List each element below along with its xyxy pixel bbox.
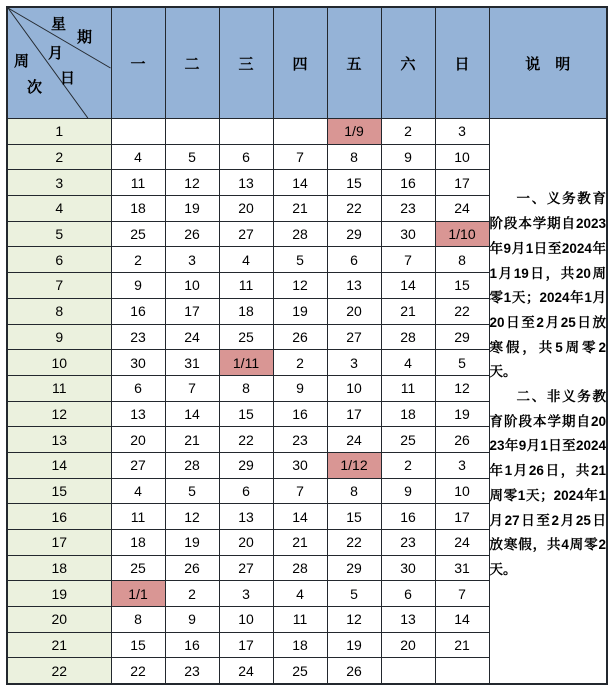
day-cell: 4 <box>381 350 435 376</box>
day-cell: 20 <box>327 298 381 324</box>
day-cell: 15 <box>327 170 381 196</box>
day-cell: 8 <box>327 478 381 504</box>
day-cell: 6 <box>111 375 165 401</box>
day-cell-month-start: 1/11 <box>219 350 273 376</box>
day-cell: 16 <box>111 298 165 324</box>
day-cell: 24 <box>219 658 273 684</box>
day-cell: 14 <box>381 273 435 299</box>
day-cell: 15 <box>327 504 381 530</box>
day-cell: 31 <box>165 350 219 376</box>
day-cell: 17 <box>435 504 489 530</box>
day-cell: 17 <box>165 298 219 324</box>
day-cell: 21 <box>273 196 327 222</box>
day-cell: 2 <box>165 581 219 607</box>
corner-label-weekday-char1: 星 <box>51 16 67 33</box>
day-cell: 11 <box>381 375 435 401</box>
corner-label-week-char1: 周 <box>14 53 30 70</box>
day-cell <box>273 119 327 145</box>
calendar-table <box>6 6 608 685</box>
day-cell: 15 <box>219 401 273 427</box>
day-cell: 2 <box>381 119 435 145</box>
day-cell: 19 <box>165 530 219 556</box>
day-cell: 25 <box>111 221 165 247</box>
calendar-body <box>7 119 607 685</box>
day-cell: 2 <box>273 350 327 376</box>
day-cell: 30 <box>381 221 435 247</box>
day-cell: 30 <box>111 350 165 376</box>
day-cell: 30 <box>381 555 435 581</box>
day-cell: 6 <box>219 478 273 504</box>
week-number-cell: 22 <box>7 658 111 684</box>
week-number-cell: 15 <box>7 478 111 504</box>
day-cell: 18 <box>111 530 165 556</box>
day-cell: 22 <box>111 658 165 684</box>
week-number-cell: 16 <box>7 504 111 530</box>
day-cell: 2 <box>111 247 165 273</box>
day-cell: 22 <box>219 427 273 453</box>
day-cell: 10 <box>327 375 381 401</box>
day-cell: 11 <box>111 504 165 530</box>
notes-cell <box>489 119 607 685</box>
day-cell: 23 <box>165 658 219 684</box>
day-cell: 29 <box>327 555 381 581</box>
day-cell: 29 <box>435 324 489 350</box>
day-cell: 17 <box>435 170 489 196</box>
week-number-cell: 1 <box>7 119 111 145</box>
day-cell: 27 <box>327 324 381 350</box>
day-cell <box>381 658 435 684</box>
weekday-header-wed: 三 <box>219 7 273 119</box>
day-cell: 6 <box>327 247 381 273</box>
day-cell: 4 <box>219 247 273 273</box>
day-cell: 29 <box>327 221 381 247</box>
corner-label-date-char2: 日 <box>60 70 76 87</box>
week-number-cell: 5 <box>7 221 111 247</box>
day-cell: 21 <box>435 632 489 658</box>
day-cell: 3 <box>165 247 219 273</box>
notes-header: 说 明 <box>489 7 607 119</box>
day-cell: 24 <box>435 196 489 222</box>
week-number-cell: 7 <box>7 273 111 299</box>
day-cell: 5 <box>435 350 489 376</box>
weekday-header-sun: 日 <box>435 7 489 119</box>
week-number-cell: 6 <box>7 247 111 273</box>
day-cell: 23 <box>111 324 165 350</box>
day-cell: 8 <box>435 247 489 273</box>
day-cell: 10 <box>435 478 489 504</box>
day-cell: 19 <box>273 298 327 324</box>
day-cell-month-start: 1/1 <box>111 581 165 607</box>
notes-text <box>490 187 607 582</box>
day-cell: 27 <box>219 221 273 247</box>
day-cell: 19 <box>327 632 381 658</box>
day-cell: 20 <box>219 530 273 556</box>
weekday-header-mon: 一 <box>111 7 165 119</box>
day-cell: 3 <box>219 581 273 607</box>
weekday-header-thu: 四 <box>273 7 327 119</box>
day-cell: 4 <box>111 144 165 170</box>
day-cell: 30 <box>273 452 327 478</box>
day-cell: 8 <box>111 607 165 633</box>
day-cell: 16 <box>381 170 435 196</box>
week-number-cell: 11 <box>7 375 111 401</box>
day-cell: 15 <box>435 273 489 299</box>
day-cell <box>219 119 273 145</box>
day-cell: 3 <box>435 452 489 478</box>
day-cell-month-start: 1/9 <box>327 119 381 145</box>
day-cell: 9 <box>381 478 435 504</box>
corner-label-date-char1: 月 <box>48 45 64 62</box>
day-cell: 22 <box>327 196 381 222</box>
week-number-cell: 14 <box>7 452 111 478</box>
day-cell: 26 <box>273 324 327 350</box>
day-cell <box>165 119 219 145</box>
day-cell: 26 <box>165 555 219 581</box>
note-paragraph: 一、义务教育阶段本学期自2023年9月1日至2024年1月19日，共20周零1天；2024年1月20日至2月25日放寒假，共5周零2天。 <box>489 191 606 380</box>
day-cell: 13 <box>219 504 273 530</box>
day-cell: 17 <box>327 401 381 427</box>
weekday-header-tue: 二 <box>165 7 219 119</box>
day-cell: 3 <box>327 350 381 376</box>
day-cell: 18 <box>273 632 327 658</box>
day-cell: 14 <box>273 170 327 196</box>
day-cell: 22 <box>435 298 489 324</box>
day-cell: 18 <box>381 401 435 427</box>
day-cell: 9 <box>165 607 219 633</box>
day-cell: 5 <box>165 144 219 170</box>
day-cell: 21 <box>381 298 435 324</box>
day-cell: 6 <box>381 581 435 607</box>
week-number-cell: 13 <box>7 427 111 453</box>
day-cell-month-start: 1/12 <box>327 452 381 478</box>
day-cell: 20 <box>219 196 273 222</box>
day-cell: 9 <box>381 144 435 170</box>
corner-header-cell <box>7 7 111 119</box>
day-cell: 13 <box>111 401 165 427</box>
week-number-cell: 20 <box>7 607 111 633</box>
day-cell: 27 <box>219 555 273 581</box>
day-cell: 8 <box>219 375 273 401</box>
day-cell: 5 <box>273 247 327 273</box>
day-cell: 23 <box>273 427 327 453</box>
weekday-header-fri: 五 <box>327 7 381 119</box>
day-cell: 13 <box>381 607 435 633</box>
day-cell: 23 <box>381 196 435 222</box>
day-cell: 16 <box>165 632 219 658</box>
day-cell: 4 <box>111 478 165 504</box>
week-number-cell: 19 <box>7 581 111 607</box>
day-cell-month-start: 1/10 <box>435 221 489 247</box>
week-number-cell: 21 <box>7 632 111 658</box>
day-cell <box>111 119 165 145</box>
header-row <box>7 7 607 119</box>
day-cell: 18 <box>219 298 273 324</box>
day-cell: 13 <box>327 273 381 299</box>
day-cell: 18 <box>111 196 165 222</box>
day-cell: 16 <box>273 401 327 427</box>
day-cell: 9 <box>111 273 165 299</box>
day-cell: 12 <box>165 504 219 530</box>
day-cell: 4 <box>273 581 327 607</box>
day-cell: 15 <box>111 632 165 658</box>
day-cell: 21 <box>273 530 327 556</box>
day-cell: 16 <box>381 504 435 530</box>
day-cell: 11 <box>111 170 165 196</box>
week-number-cell: 10 <box>7 350 111 376</box>
day-cell: 12 <box>327 607 381 633</box>
week-number-cell: 17 <box>7 530 111 556</box>
day-cell: 26 <box>435 427 489 453</box>
day-cell: 29 <box>219 452 273 478</box>
day-cell: 5 <box>165 478 219 504</box>
day-cell: 19 <box>435 401 489 427</box>
day-cell: 25 <box>111 555 165 581</box>
day-cell: 28 <box>381 324 435 350</box>
day-cell: 7 <box>435 581 489 607</box>
day-cell: 20 <box>111 427 165 453</box>
day-cell: 7 <box>381 247 435 273</box>
day-cell: 12 <box>165 170 219 196</box>
week-number-cell: 8 <box>7 298 111 324</box>
day-cell: 14 <box>435 607 489 633</box>
day-cell: 26 <box>327 658 381 684</box>
day-cell: 28 <box>165 452 219 478</box>
day-cell: 6 <box>219 144 273 170</box>
week-number-cell: 3 <box>7 170 111 196</box>
day-cell: 19 <box>165 196 219 222</box>
day-cell: 11 <box>219 273 273 299</box>
day-cell: 11 <box>273 607 327 633</box>
day-cell: 25 <box>381 427 435 453</box>
day-cell: 5 <box>327 581 381 607</box>
week-number-cell: 18 <box>7 555 111 581</box>
day-cell: 31 <box>435 555 489 581</box>
day-cell: 7 <box>165 375 219 401</box>
day-cell: 24 <box>327 427 381 453</box>
day-cell: 22 <box>327 530 381 556</box>
day-cell: 10 <box>219 607 273 633</box>
day-cell: 25 <box>273 658 327 684</box>
day-cell: 12 <box>273 273 327 299</box>
day-cell: 28 <box>273 221 327 247</box>
day-cell: 26 <box>165 221 219 247</box>
day-cell: 28 <box>273 555 327 581</box>
week-number-cell: 2 <box>7 144 111 170</box>
day-cell: 25 <box>219 324 273 350</box>
day-cell: 10 <box>435 144 489 170</box>
day-cell: 24 <box>165 324 219 350</box>
day-cell: 2 <box>381 452 435 478</box>
day-cell: 17 <box>219 632 273 658</box>
week-number-cell: 12 <box>7 401 111 427</box>
day-cell: 9 <box>273 375 327 401</box>
day-cell: 7 <box>273 478 327 504</box>
day-cell: 24 <box>435 530 489 556</box>
day-cell: 27 <box>111 452 165 478</box>
corner-label-weekday-char2: 期 <box>77 29 93 46</box>
weekday-header-sat: 六 <box>381 7 435 119</box>
week-number-cell: 4 <box>7 196 111 222</box>
day-cell: 14 <box>273 504 327 530</box>
table-row <box>7 119 607 145</box>
day-cell: 13 <box>219 170 273 196</box>
day-cell: 20 <box>381 632 435 658</box>
note-paragraph: 二、非义务教育阶段本学期自2023年9月1日至2024年1月26日，共21周零1天；2024年1月27日至2月25日放寒假，共4周零2天。 <box>489 389 606 577</box>
day-cell: 14 <box>165 401 219 427</box>
day-cell: 21 <box>165 427 219 453</box>
day-cell: 12 <box>435 375 489 401</box>
day-cell: 8 <box>327 144 381 170</box>
day-cell: 7 <box>273 144 327 170</box>
day-cell: 23 <box>381 530 435 556</box>
week-number-cell: 9 <box>7 324 111 350</box>
day-cell: 3 <box>435 119 489 145</box>
corner-label-week-char2: 次 <box>27 79 43 96</box>
day-cell <box>435 658 489 684</box>
day-cell: 10 <box>165 273 219 299</box>
